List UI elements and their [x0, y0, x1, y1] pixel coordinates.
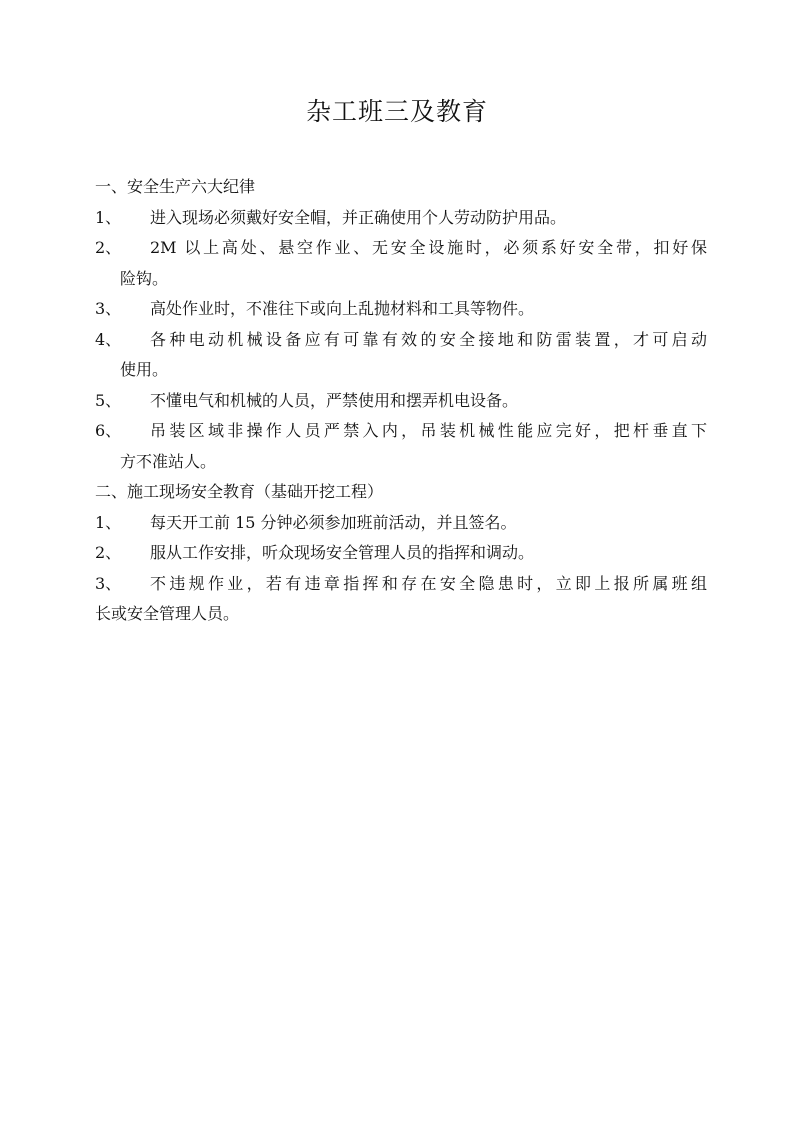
item-text: 吊装区域非操作人员严禁入内，吊装机械性能应完好，把杆垂直下: [150, 421, 707, 440]
item-text: 2M 以上高处、悬空作业、无安全设施时，必须系好安全带，扣好保: [150, 238, 707, 257]
item-number: 6、: [95, 421, 122, 440]
document-body: [95, 172, 707, 630]
item-text: 不懂电气和机械的人员，严禁使用和摆弄机电设备。: [150, 390, 519, 410]
item-number: 3、: [95, 573, 122, 593]
list-item: [95, 325, 707, 386]
item-text: 高处作业时，不准往下或向上乱抛材料和工具等物件。: [150, 299, 535, 318]
item-text-continuation: 长或安全管理人员。: [95, 604, 240, 623]
list-item: [95, 538, 707, 569]
item-number: 3、: [95, 299, 122, 318]
item-text: 进入现场必须戴好安全帽，并正确使用个人劳动防护用品。: [150, 207, 567, 227]
section-heading-site-safety: 二、施工现场安全教育（基础开挖工程）: [95, 482, 384, 501]
list-item: [95, 416, 707, 477]
item-text: 各种电动机械设备应有可靠有效的安全接地和防雷装置，才可启动: [150, 329, 707, 349]
item-number: 4、: [95, 329, 122, 349]
list-item: [95, 203, 707, 234]
item-number: 1、: [95, 207, 122, 227]
page-title: 杂工班三及教育: [305, 97, 488, 126]
item-text: 不违规作业，若有违章指挥和存在安全隐患时，立即上报所属班组: [150, 573, 707, 593]
item-number: 2、: [95, 238, 122, 257]
list-item: [95, 508, 707, 539]
list-item: [95, 294, 707, 325]
item-text-continuation: 险钩。: [120, 268, 169, 288]
list-item: [95, 569, 707, 630]
item-text-continuation: 方不准站人。: [120, 451, 217, 471]
section-heading-discipline: 一、安全生产六大纪律: [95, 177, 256, 196]
item-text: 每天开工前 15 分钟必须参加班前活动，并且签名。: [150, 512, 517, 532]
list-item: [95, 386, 707, 417]
list-item: [95, 233, 707, 294]
item-number: 1、: [95, 512, 122, 532]
item-text: 服从工作安排，听众现场安全管理人员的指挥和调动。: [150, 543, 535, 562]
item-number: 5、: [95, 390, 122, 410]
item-number: 2、: [95, 543, 122, 562]
item-text-continuation: 使用。: [120, 360, 169, 379]
